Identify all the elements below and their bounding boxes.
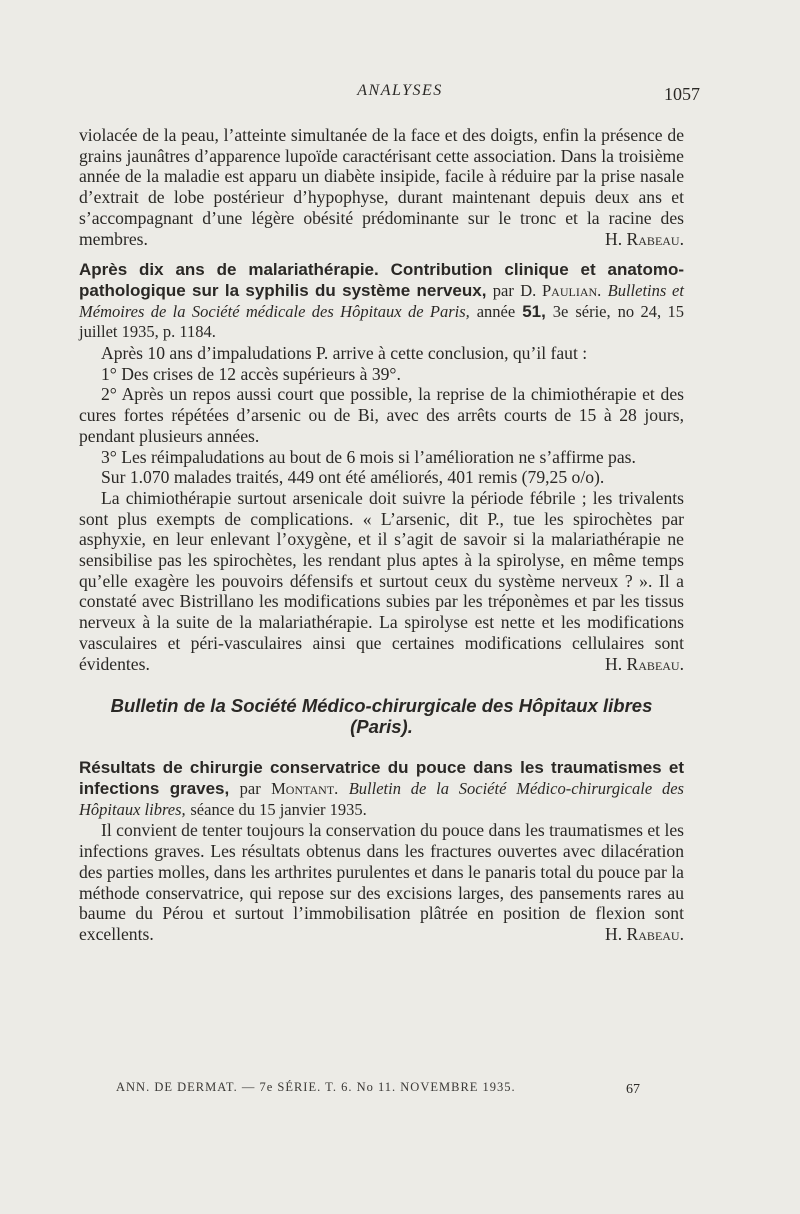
list-item: 3° Les réimpaludations au bout de 6 mois si l’amélioration ne s’affirme pas. [101,446,636,467]
list-item: 2° Après un repos aussi court que possible, la reprise de la chimiothérapie et des cures fortes répétées d’arsenic ou de Bi, avec des arrêts courts de 15 à 28 jours, pendant plusieurs années. [79,384,684,446]
article-paragraph: Sur 1.070 malades traités, 449 ont été améliorés, 401 remis (79,25 o/o). [101,467,605,488]
article-journal: Bulletin de la Société Médico-chirurgicale des Hôpitaux libres, [79,779,684,819]
page-number: 1057 [664,84,700,104]
article-reference: séance du 15 janvier 1935. [190,799,367,819]
article-paragraph: La chimiothérapie surtout arsenicale doit suivre la période fébrile ; les trivalents sont plus exempts de complications. « L’arsenic, dit P., tue les spirochètes par asphyxie, en leur enlevant l’oxygène, et il s’agit de savoir si la malariathérapie ne sensibilise pas les spirochètes, les rendant plus aptes à la spirolyse, en même temps qu’elle exagère les pouvoirs défensifs et surtout ceux du système nerveux ? ». Il a constaté avec Bistrillano les modifications subies par les tréponèmes et par les tissus nerveux à la suite de la malariathérapie. La spirolyse est nette et les modifications vasculaires et péri-vasculaires ainsi que certaines modifications cellulaires sont évidentes. [79,487,684,674]
article-author: D. Paulian. [520,280,602,300]
article-heading: Résultats de chirurgie conservatrice du pouce dans les traumatismes et infections graves, par Montant. Bulletin de la Société Médico-chirurgicale des Hôpitaux libres, séance du 15 janvier 1935. [79,758,684,819]
list-item: 1° Des crises de 12 accès supérieurs à 39°. [101,363,401,384]
signature: H. Rabeau. [605,923,684,944]
article-title: Après dix ans de malariathérapie. Contribution clinique et anatomo-pathologique sur la syphilis du système nerveux, [79,260,684,300]
page-header [0,82,800,104]
article-author: Montant. [271,779,339,799]
article-reference: no 24, 15 juillet 1935, p. 1184. [79,301,684,342]
journal-heading: Bulletin de la Société Médico-chirurgicale des Hôpitaux libres (Paris). [110,695,653,738]
footer-page-number: 67 [626,1082,640,1097]
article-paragraph: Il convient de tenter toujours la conservation du pouce dans les traumatismes et les infections graves. Les résultats obtenus dans les fractures ouvertes avec dilacération des parties molles, dans les arthrites purulentes et dans le panaris total du pouce par la méthode conservatrice, qui repose sur des excisions larges, des pansements rares au baume du Pérou et surtout l’immobilisation plâtrée en position de flexion sont excellents. [79,820,684,944]
page-body [79,125,684,945]
signature: H. Rabeau. [605,228,684,249]
article-journal: Bulletins et Mémoires de la Société médicale des Hôpitaux de Paris, [79,280,684,321]
article-title: Résultats de chirurgie conservatrice du pouce dans les traumatismes et infections graves, [79,758,684,799]
article-heading: Après dix ans de malariathérapie. Contribution clinique et anatomo-pathologique sur la syphilis du système nerveux, par D. Paulian. Bulletins et Mémoires de la Société médicale des Hôpitaux de Paris, année 51, 3e série, no 24, 15 juillet 1935, p. 1184. [79,260,684,342]
continued-paragraph: violacée de la peau, l’atteinte simultanée de la face et des doigts, enfin la présence de grains jaunâtres d’apparence lupoïde caractérisant cette association. Dans la troisième année de la maladie est apparu un diabète insipide, facile à réduire par la prise nasale d’extrait de lobe postérieur d’hypophyse, durant maintenant depuis deux ans et s’accompagnant d’une légère obésité prédominante sur le tronc et la racine des membres. [79,125,684,249]
running-title: ANALYSES [357,82,443,99]
article-paragraph: Après 10 ans d’impaludations P. arrive à cette conclusion, qu’il faut : [101,343,588,364]
footer-citation: ANN. DE DERMAT. — 7e SÉRIE. T. 6. No 11. NOVEMBRE 1935. [116,1080,516,1094]
signature: H. Rabeau. [605,653,684,674]
